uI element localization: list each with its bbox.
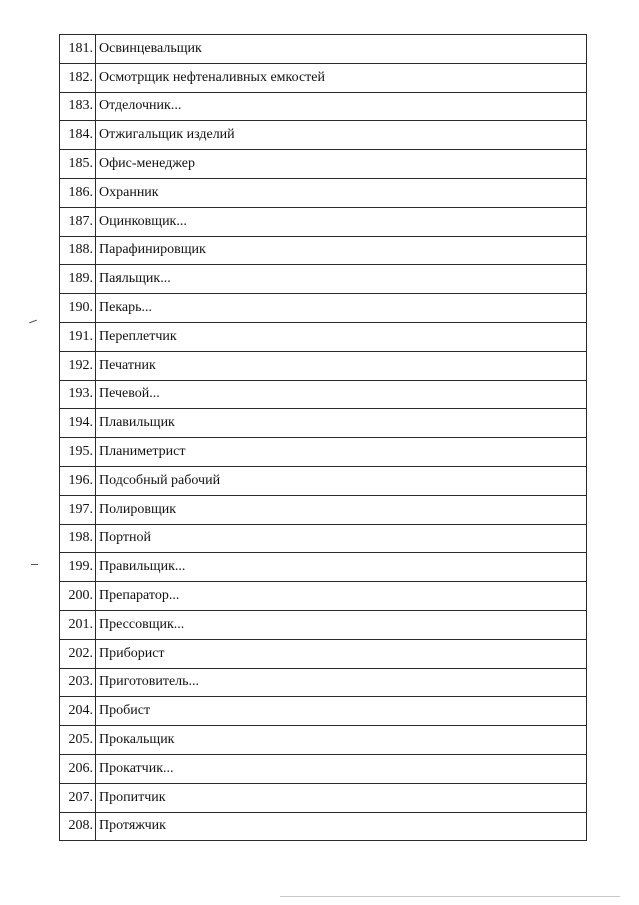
occupation-name: Полировщик <box>96 495 587 524</box>
row-number: 185. <box>60 150 96 179</box>
table-row <box>60 582 587 611</box>
table-row <box>60 553 587 582</box>
occupation-name: Осмотрщик нефтеналивных емкостей <box>96 63 587 92</box>
row-number: 202. <box>60 639 96 668</box>
occupation-name: Парафинировщик <box>96 236 587 265</box>
table-row <box>60 92 587 121</box>
table-row <box>60 697 587 726</box>
table-row <box>60 322 587 351</box>
occupation-table <box>59 34 587 841</box>
table-row <box>60 150 587 179</box>
table-row <box>60 812 587 841</box>
table-body <box>60 35 587 841</box>
occupation-name: Приготовитель... <box>96 668 587 697</box>
row-number: 189. <box>60 265 96 294</box>
occupation-name: Переплетчик <box>96 322 587 351</box>
margin-mark <box>29 320 37 324</box>
row-number: 182. <box>60 63 96 92</box>
table-row <box>60 121 587 150</box>
row-number: 204. <box>60 697 96 726</box>
row-number: 197. <box>60 495 96 524</box>
occupation-name: Портной <box>96 524 587 553</box>
occupation-name: Паяльщик... <box>96 265 587 294</box>
table-row <box>60 351 587 380</box>
scan-line <box>280 896 620 897</box>
row-number: 192. <box>60 351 96 380</box>
table-row <box>60 63 587 92</box>
row-number: 191. <box>60 322 96 351</box>
occupation-name: Прокатчик... <box>96 754 587 783</box>
occupation-name: Печатник <box>96 351 587 380</box>
occupation-name: Планиметрист <box>96 438 587 467</box>
table-row <box>60 207 587 236</box>
table-row <box>60 639 587 668</box>
row-number: 207. <box>60 783 96 812</box>
table-row <box>60 409 587 438</box>
row-number: 187. <box>60 207 96 236</box>
table-row <box>60 726 587 755</box>
occupation-name: Пробист <box>96 697 587 726</box>
occupation-name: Протяжчик <box>96 812 587 841</box>
row-number: 200. <box>60 582 96 611</box>
table-row <box>60 668 587 697</box>
occupation-name: Пекарь... <box>96 294 587 323</box>
table-row <box>60 294 587 323</box>
occupation-name: Препаратор... <box>96 582 587 611</box>
row-number: 186. <box>60 178 96 207</box>
table-row <box>60 466 587 495</box>
row-number: 194. <box>60 409 96 438</box>
table-row <box>60 754 587 783</box>
occupation-name: Отжигальщик изделий <box>96 121 587 150</box>
table-row <box>60 236 587 265</box>
row-number: 206. <box>60 754 96 783</box>
occupation-name: Прессовщик... <box>96 610 587 639</box>
table-row <box>60 178 587 207</box>
row-number: 208. <box>60 812 96 841</box>
table-row <box>60 524 587 553</box>
occupation-name: Печевой... <box>96 380 587 409</box>
occupation-name: Подсобный рабочий <box>96 466 587 495</box>
row-number: 199. <box>60 553 96 582</box>
row-number: 203. <box>60 668 96 697</box>
table-row <box>60 438 587 467</box>
row-number: 193. <box>60 380 96 409</box>
table-row <box>60 380 587 409</box>
occupation-name: Пропитчик <box>96 783 587 812</box>
margin-mark <box>31 564 38 565</box>
occupation-name: Правильщик... <box>96 553 587 582</box>
occupation-name: Отделочник... <box>96 92 587 121</box>
row-number: 190. <box>60 294 96 323</box>
row-number: 201. <box>60 610 96 639</box>
table-row <box>60 783 587 812</box>
row-number: 205. <box>60 726 96 755</box>
occupation-name: Плавильщик <box>96 409 587 438</box>
table-row <box>60 265 587 294</box>
row-number: 196. <box>60 466 96 495</box>
table-row <box>60 495 587 524</box>
occupation-name: Оцинковщик... <box>96 207 587 236</box>
row-number: 195. <box>60 438 96 467</box>
row-number: 188. <box>60 236 96 265</box>
row-number: 198. <box>60 524 96 553</box>
row-number: 184. <box>60 121 96 150</box>
occupation-name: Офис-менеджер <box>96 150 587 179</box>
occupation-name: Приборист <box>96 639 587 668</box>
table-row <box>60 610 587 639</box>
occupation-name: Охранник <box>96 178 587 207</box>
table-row <box>60 35 587 64</box>
row-number: 183. <box>60 92 96 121</box>
row-number: 181. <box>60 35 96 64</box>
occupation-name: Прокальщик <box>96 726 587 755</box>
occupation-name: Освинцевальщик <box>96 35 587 64</box>
